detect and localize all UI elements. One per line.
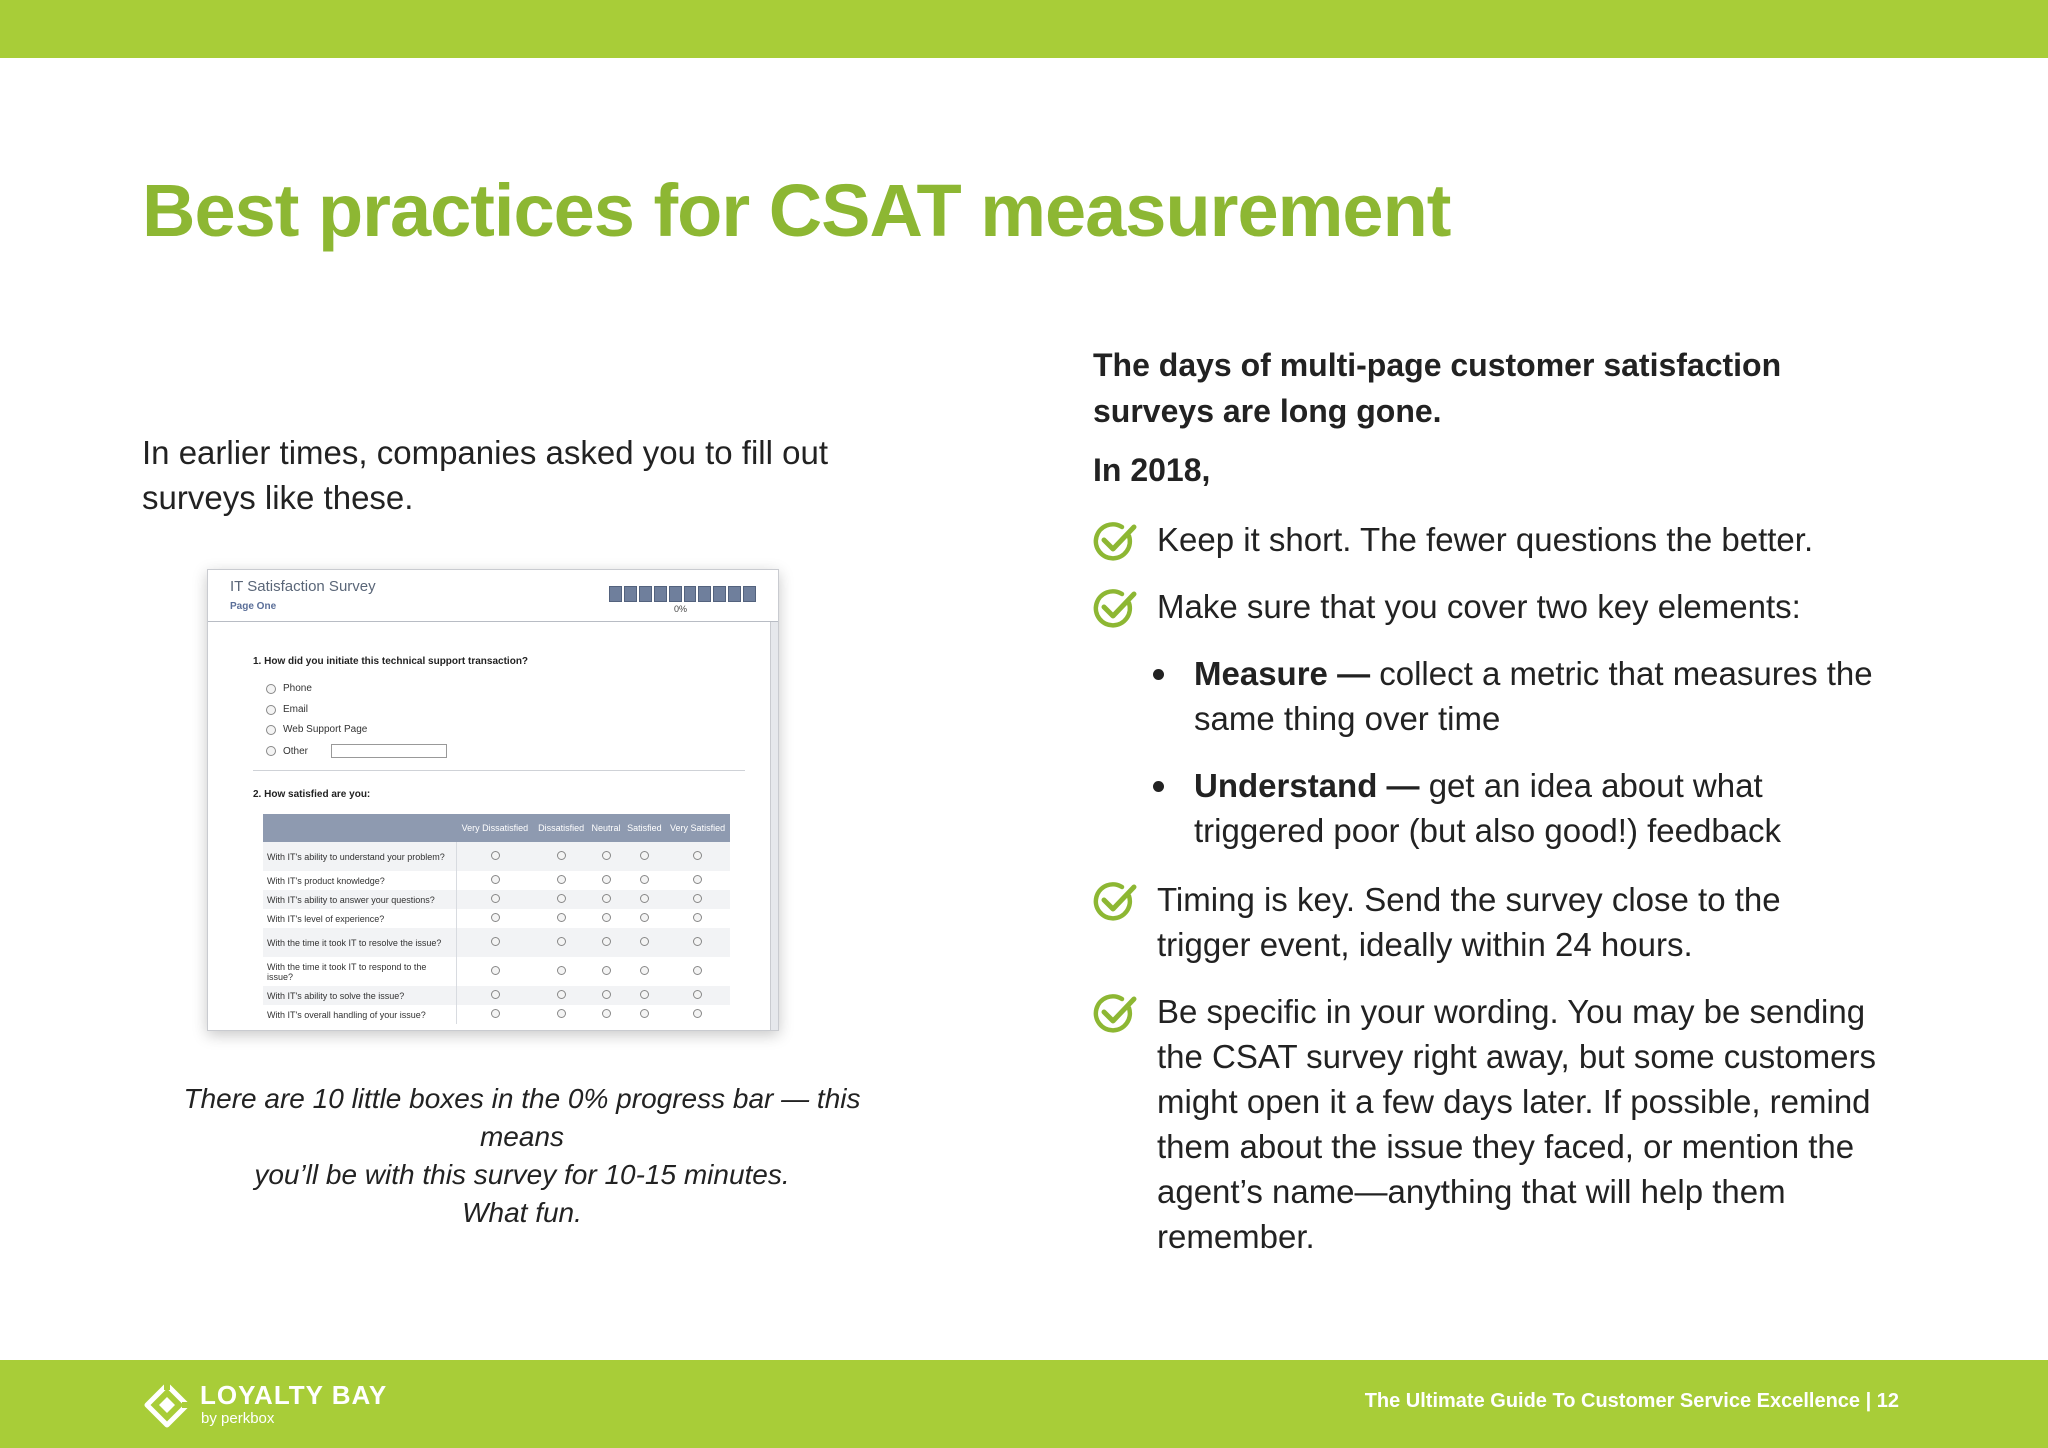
tip-text: Make sure that you cover two key elements:: [1157, 588, 1801, 625]
intro-text: In earlier times, companies asked you to fill out surveys like these.: [142, 434, 828, 516]
bullet-icon: [1153, 669, 1164, 680]
matrix-statement: With IT's overall handling of your issue?: [263, 1005, 456, 1024]
radio-icon: [693, 913, 702, 922]
section-subheading: In 2018,: [1093, 452, 1211, 488]
table-row: [263, 909, 730, 928]
radio-icon: [602, 894, 611, 903]
progress-box: [639, 586, 652, 602]
survey-title: IT Satisfaction Survey: [230, 578, 376, 595]
radio-icon: [557, 966, 566, 975]
radio-icon: [266, 746, 276, 756]
other-text-box: [331, 744, 447, 758]
matrix-header: Very Satisfied: [665, 814, 730, 842]
radio-icon: [693, 966, 702, 975]
radio-icon: [602, 990, 611, 999]
radio-icon: [491, 894, 500, 903]
radio-icon: [602, 913, 611, 922]
survey-option-other: [266, 744, 447, 758]
check-circle-icon: [1093, 881, 1137, 921]
radio-icon: [491, 875, 500, 884]
radio-icon: [557, 937, 566, 946]
matrix-statement: With IT's ability to answer your questions?: [263, 890, 456, 909]
tip-text: Timing is key. Send the survey close to the trigger event, ideally within 24 hours.: [1157, 881, 1781, 963]
page-title: Best practices for CSAT measurement: [142, 169, 1451, 252]
survey-progress-label: 0%: [674, 604, 688, 614]
radio-icon: [491, 913, 500, 922]
matrix-header: Dissatisfied: [534, 814, 589, 842]
caption-line: What fun.: [462, 1197, 582, 1228]
bullet-icon: [1153, 781, 1164, 792]
radio-icon: [557, 1009, 566, 1018]
progress-box: [684, 586, 697, 602]
option-label: Other: [283, 745, 309, 757]
element-term: Understand —: [1194, 767, 1420, 804]
radio-icon: [557, 990, 566, 999]
option-label: Email: [283, 704, 309, 715]
matrix-statement: With the time it took IT to respond to the issue?: [263, 957, 456, 986]
loyalty-bay-logo-icon: [144, 1382, 190, 1428]
table-row: [263, 842, 730, 871]
radio-icon: [557, 894, 566, 903]
tip-text: Keep it short. The fewer questions the better.: [1157, 521, 1814, 558]
radio-icon: [491, 966, 500, 975]
progress-box: [713, 586, 726, 602]
table-row: [263, 890, 730, 909]
table-row: [263, 1005, 730, 1024]
top-accent-bar: [0, 0, 2048, 58]
survey-caption: [142, 1080, 902, 1232]
table-row: [263, 986, 730, 1005]
logo-sub: by perkbox: [201, 1410, 275, 1427]
progress-box: [728, 586, 741, 602]
footer-guide-text: The Ultimate Guide To Customer Service Excellence | 12: [1364, 1390, 1899, 1412]
survey-divider: [253, 770, 745, 771]
radio-icon: [693, 875, 702, 884]
matrix-header: Neutral: [588, 814, 623, 842]
survey-question-1: 1. How did you initiate this technical support transaction?: [253, 656, 529, 667]
caption-line: you’ll be with this survey for 10-15 minutes.: [254, 1159, 790, 1190]
option-label: Phone: [283, 683, 312, 694]
survey-question-2: 2. How satisfied are you:: [253, 789, 371, 800]
radio-icon: [491, 851, 500, 860]
radio-icon: [266, 684, 276, 694]
element-text: [1194, 651, 1874, 741]
check-circle-icon: [1093, 588, 1137, 628]
logo-name: LOYALTY BAY: [200, 1380, 388, 1410]
survey-screenshot: [207, 569, 779, 1031]
progress-box: [654, 586, 667, 602]
radio-icon: [640, 990, 649, 999]
progress-box: [743, 586, 756, 602]
option-label: Web Support Page: [283, 724, 368, 735]
check-circle-icon: [1093, 993, 1137, 1033]
tip-text: Be specific in your wording. You may be sending the CSAT survey right away, but some customers might open it a few days later. If possible, remind them about the issue they faced, or mention the agent’s name—anything that will help them remember.: [1157, 993, 1876, 1255]
element-desc: collect a metric that measures the same thing over time: [1194, 655, 1873, 737]
survey-scrollbar: [770, 622, 778, 1031]
radio-icon: [640, 966, 649, 975]
radio-icon: [602, 937, 611, 946]
matrix-statement: With IT's level of experience?: [263, 909, 456, 928]
table-row: [263, 928, 730, 957]
progress-box: [698, 586, 711, 602]
survey-option-phone: [266, 683, 312, 694]
radio-icon: [491, 937, 500, 946]
radio-icon: [693, 851, 702, 860]
survey-option-email: [266, 704, 308, 715]
radio-icon: [693, 1009, 702, 1018]
radio-icon: [602, 966, 611, 975]
matrix-header: Satisfied: [624, 814, 666, 842]
radio-icon: [693, 937, 702, 946]
progress-box: [624, 586, 637, 602]
survey-matrix: [263, 814, 730, 1024]
radio-icon: [602, 1009, 611, 1018]
radio-icon: [640, 894, 649, 903]
progress-box: [669, 586, 682, 602]
matrix-statement: With IT's ability to solve the issue?: [263, 986, 456, 1005]
table-row: [263, 871, 730, 890]
radio-icon: [640, 913, 649, 922]
radio-icon: [640, 875, 649, 884]
radio-icon: [266, 705, 276, 715]
radio-icon: [640, 851, 649, 860]
element-text: [1194, 763, 1874, 853]
survey-option-web: [266, 724, 367, 735]
survey-header: [208, 570, 778, 622]
radio-icon: [640, 1009, 649, 1018]
radio-icon: [266, 725, 276, 735]
progress-box: [609, 586, 622, 602]
radio-icon: [557, 875, 566, 884]
caption-line: There are 10 little boxes in the 0% progress bar — this means: [183, 1083, 861, 1152]
matrix-header-blank: [263, 814, 456, 842]
survey-progress-bar: [609, 586, 756, 602]
table-row: [263, 957, 730, 986]
radio-icon: [491, 1009, 500, 1018]
radio-icon: [557, 851, 566, 860]
radio-icon: [693, 990, 702, 999]
footer-bar: [0, 1360, 2048, 1448]
radio-icon: [640, 937, 649, 946]
section-heading: The days of multi-page customer satisfaction surveys are long gone.: [1093, 347, 1782, 429]
matrix-statement: With the time it took IT to resolve the issue?: [263, 928, 456, 957]
element-term: Measure —: [1194, 655, 1371, 692]
element-desc: get an idea about what triggered poor (but also good!) feedback: [1194, 767, 1782, 849]
check-circle-icon: [1093, 521, 1137, 561]
radio-icon: [693, 894, 702, 903]
radio-icon: [602, 875, 611, 884]
survey-page-label: Page One: [230, 601, 277, 612]
matrix-statement: With IT's product knowledge?: [263, 871, 456, 890]
radio-icon: [602, 851, 611, 860]
matrix-statement: With IT's ability to understand your problem?: [263, 842, 456, 871]
radio-icon: [557, 913, 566, 922]
matrix-header: Very Dissatisfied: [456, 814, 534, 842]
radio-icon: [491, 990, 500, 999]
